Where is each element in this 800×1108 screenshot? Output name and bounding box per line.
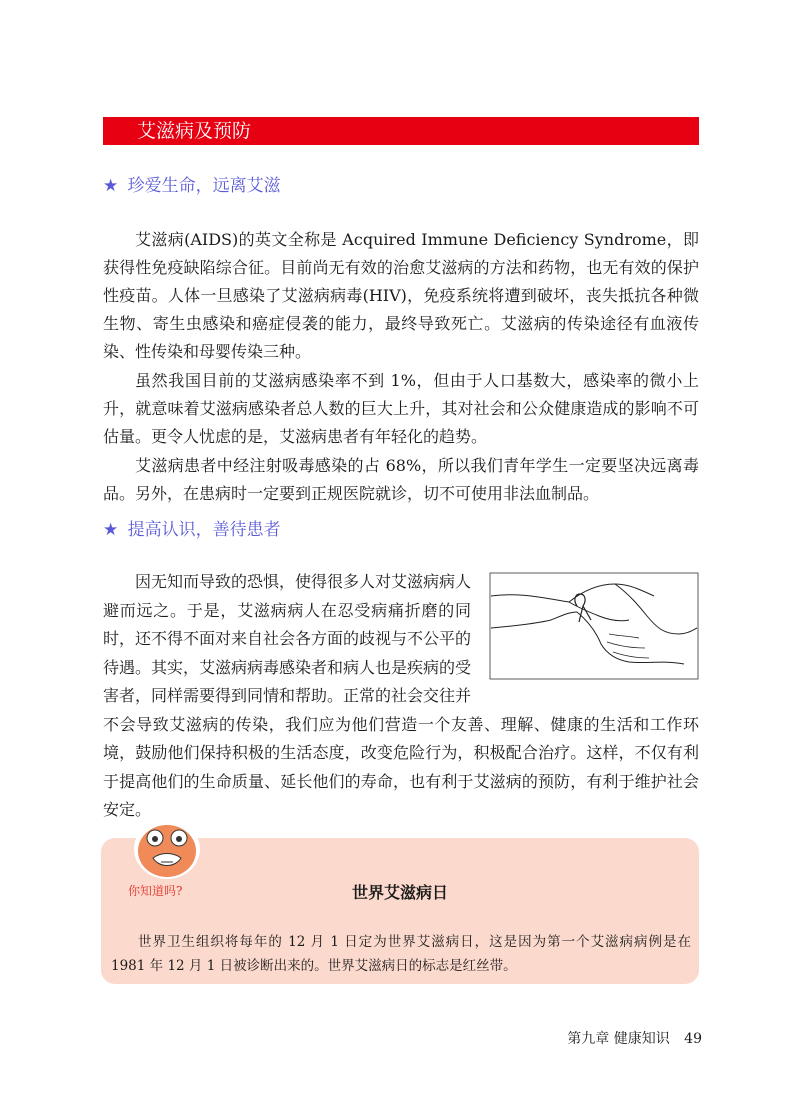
section-heading-2-text: 提高认识，善待患者 bbox=[127, 520, 281, 540]
star-icon: ★ bbox=[103, 520, 119, 540]
section-heading-1-text: 珍爱生命，远离艾滋 bbox=[127, 176, 281, 196]
box-title: 世界艾滋病日 bbox=[351, 883, 448, 902]
paragraph-1: 艾滋病(AIDS)的英文全称是 Acquired Immune Deficiency Syndrome，即获得性免疫缺陷综合征。目前尚无有效的治愈艾滋病的方法和药物，也无有效的保护性疫苗。人体一旦感染了艾滋病病毒(HIV)，免疫系统将遭到破坏，丧失抵抗各种微生物、寄生虫感染和癌症侵袭的能力，最终导致死亡。艾滋病的传染途径有血液传染、性传染和母婴传染三种。 bbox=[103, 230, 699, 361]
paragraph-2: 虽然我国目前的艾滋病感染率不到 1%，但由于人口基数大，感染率的微小上升，就意味着艾滋病感染者总人数的巨大上升，其对社会和公众健康造成的影响不可估量。更令人忧虑的是，艾滋病患者有年轻化的趋势。 bbox=[103, 371, 699, 446]
handshake-illustration bbox=[489, 572, 699, 680]
chapter-label: 第九章 健康知识 bbox=[567, 1031, 670, 1047]
star-icon: ★ bbox=[103, 176, 119, 196]
did-you-know-label: 你知道吗? bbox=[128, 884, 183, 898]
mascot-icon bbox=[133, 818, 201, 880]
page-footer bbox=[567, 1028, 702, 1048]
box-text: 世界卫生组织将每年的 12 月 1 日定为世界艾滋病日，这是因为第一个艾滋病病例是在 1981 年 12 月 1 日被诊断出来的。世界艾滋病日的标志是红丝带。 bbox=[111, 934, 691, 974]
paragraph-4-text: 因无知而导致的恐惧，使得很多人对艾滋病病人避而远之。于是，艾滋病病人在忍受病痛折磨的同时，还不得不面对来自社会各方面的歧视与不公平的待遇。其实，艾滋病病毒感染者和病人也是疾病的受害者，同样需要得到同情和帮助。正常的社会交往并不会导致艾滋病的传染，我们应为他们营造一个友善、理解、健康的生活和工作环境，鼓励他们保持积极的生活态度，改变危险行为，积极配合治疗。这样，不仅有利于提高他们的生命质量、延长他们的寿命，也有利于艾滋病的预防，有利于维护社会安定。 bbox=[103, 572, 699, 819]
section-heading-1 bbox=[103, 174, 281, 198]
section-heading-2 bbox=[103, 518, 281, 542]
paragraph-3: 艾滋病患者中经注射吸毒感染的占 68%，所以我们青年学生一定要坚决远离毒品。另外，在患病时一定要到正规医院就诊，切不可使用非法血制品。 bbox=[103, 456, 699, 503]
page-title: 艾滋病及预防 bbox=[103, 117, 699, 145]
paragraph-4 bbox=[103, 568, 699, 825]
page-number: 49 bbox=[684, 1031, 702, 1047]
